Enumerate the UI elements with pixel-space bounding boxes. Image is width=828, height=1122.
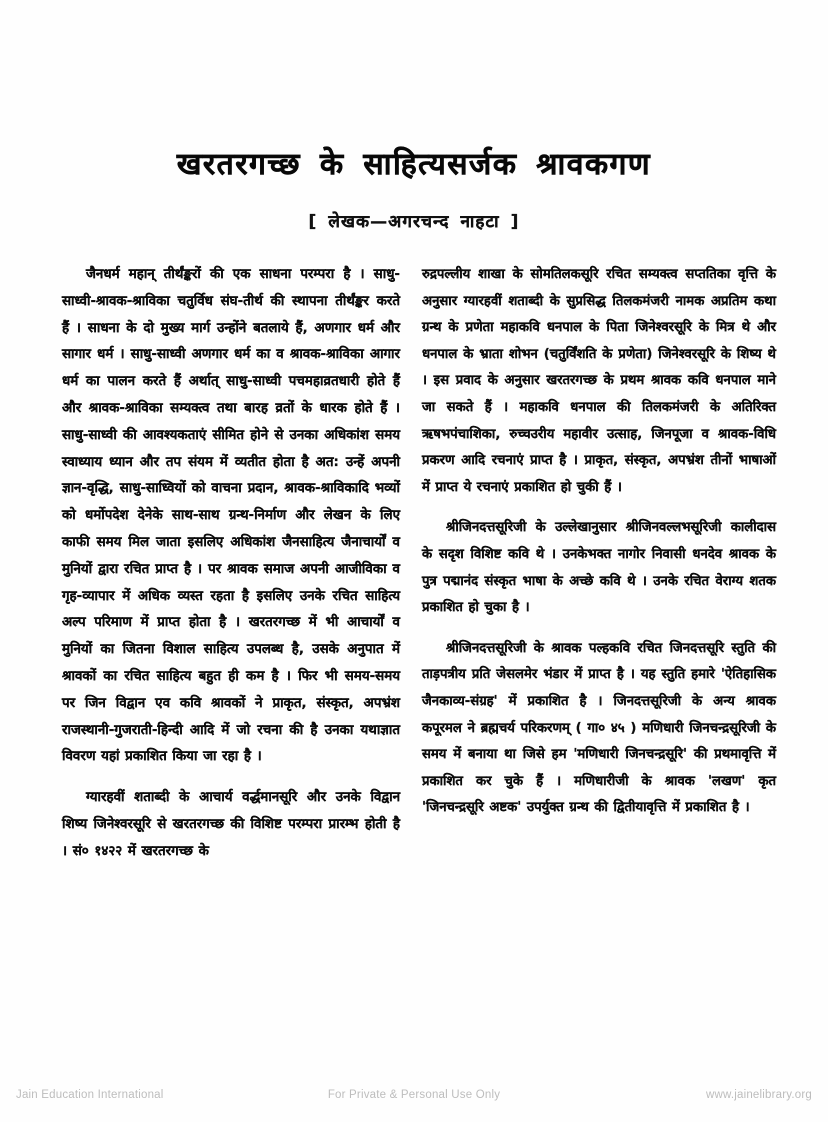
paragraph: ग्यारहवीं शताब्दी के आचार्य वर्द्धमानसूरि और उनके विद्वान शिष्य जिनेश्वरसूरि से खरतरगच्छ की विशिष्ट परम्परा प्रारम्भ होती है । सं० १४२२ में खरतरगच्छ के bbox=[62, 790, 400, 859]
left-column bbox=[62, 262, 400, 866]
paragraph: जैनधर्म महान् तीर्थंङ्करों की एक साधना परम्परा है । साधु-साध्वी-श्रावक-श्राविका चतुर्विध संघ-तीर्थ की स्थापना तीर्थंङ्कर करते हैं । साधना के दो मुख्य मार्ग उन्होंने बतलाये हैं, अणगार धर्म और सागार धर्म । साधु-साध्वी अणगार धर्म का व श्रावक-श्राविका आगार धर्म का पालन करते हैं अर्थात् साधु-साध्वी पचमहाव्रतधारी होते हैं और श्रावक-श्राविका सम्यक्त्व तथा बारह व्रतों के धारक होते हैं । साधु-साध्वी की आवश्यकताएं सीमित होने से उनका अधिकांश समय स्वाध्याय ध्यान और तप संयम में व्यतीत होता है अत: उन्हें अपनी ज्ञान-वृद्धि, साधु-साध्वियों को वाचना प्रदान, श्रावक-श्राविकादि भव्यों को धर्मोपदेश देनेके साथ-साथ ग्रन्थ-निर्माण और लेखन के लिए काफी समय मिल जाता इसलिए अधिकांश जैनसाहित्य जैनाचार्यों व मुनियों द्वारा रचित प्राप्त है । पर श्रावक समाज अपनी आजीविका व गृह-व्यापार में अधिक व्यस्त रहता है इसलिए उनके रचित साहित्य अल्प परिमाण में प्राप्त होता है । खरतरगच्छ में भी आचार्यों व मुनियों का जितना विशाल साहित्य उपलब्ध है, उसके अनुपात में श्रावकों का रचित साहित्य बहुत ही कम है । फिर भी समय-समय पर जिन विद्वान एव कवि श्रावकों ने प्राकृत, संस्कृत, अपभ्रंश राजस्थानी-गुजराती-हिन्दी आदि में जो रचना की है उनका यथाज्ञात विवरण यहां प्रकाशित किया जा रहा है । bbox=[62, 267, 400, 765]
title-block bbox=[0, 148, 828, 232]
body-columns bbox=[62, 262, 776, 866]
footer-usage-notice: For Private & Personal Use Only bbox=[327, 1089, 501, 1101]
right-column bbox=[422, 262, 776, 822]
paragraph: श्रीजिनदत्तसूरिजी के श्रावक पल्हकवि रचित जिनदत्तसूरि स्तुति की ताड़पत्रीय प्रति जेसलमेर भंडार में प्राप्त है । यह स्तुति हमारे 'ऐतिहासिक जैनकाव्य-संग्रह' में प्रकाशित है । जिनदत्तसूरिजी के अन्य श्रावक कपूरमल ने ब्रह्मचर्य परिकरणम् ( गा० ४५ ) मणिधारी जिनचन्द्रसूरिजी के समय में बनाया था जिसे हम 'मणिधारी जिनचन्द्रसूरि' की प्रथमावृत्ति में प्रकाशित कर चुके हैं । मणिधारीजी के श्रावक 'लखण' कृत 'जिनचन्द्रसूरि अष्टक' उपर्युक्त ग्रन्थ की द्वितीयावृत्ति में प्रकाशित है । bbox=[422, 640, 776, 816]
footer-website-link[interactable]: www.jainelibrary.org bbox=[705, 1089, 812, 1101]
page-title: खरतरगच्छ के साहित्यसर्जक श्रावकगण bbox=[176, 147, 652, 182]
author-byline: [ लेखक—अगरचन्द नाहटा ] bbox=[308, 211, 520, 232]
footer-organization: Jain Education International bbox=[16, 1089, 164, 1101]
paragraph: रुद्रपल्लीय शाखा के सोमतिलकसूरि रचित सम्यक्त्व सप्ततिका वृत्ति के अनुसार ग्यारहवीं शताब्दी के सुप्रसिद्ध तिलकमंजरी नामक अप्रतिम कथा ग्रन्थ के प्रणेता महाकवि धनपाल के पिता जिनेश्वरसूरि के मित्र थे और धनपाल के भ्राता शोभन (चतुर्विंशति के प्रणेता) जिनेश्वरसूरि के शिष्य थे । इस प्रवाद के अनुसार खरतरगच्छ के प्रथम श्रावक कवि धनपाल माने जा सकते हैं । महाकवि धनपाल की तिलकमंजरी के अतिरिक्त ऋषभपंचाशिका, रुच्चउरीय महावीर उत्साह, जिनपूजा व श्रावक-विधि प्रकरण आदि रचनाएं प्राप्त है । प्राकृत, संस्कृत, अपभ्रंश तीनों भाषाओं में प्राप्त ये रचनाएं प्रकाशित हो चुकी हैं । bbox=[422, 267, 776, 495]
page-footer bbox=[0, 1084, 828, 1106]
paragraph: श्रीजिनदत्तसूरिजी के उल्लेखानुसार श्रीजिनवल्लभसूरिजी कालीदास के सदृश विशिष्ट कवि थे । उनकेभक्त नागोर निवासी धनदेव श्रावक के पुत्र पद्मानंद संस्कृत भाषा के अच्छे कवि थे । उनके रचित वेराग्य शतक प्रकाशित हो चुका है । bbox=[422, 520, 776, 616]
